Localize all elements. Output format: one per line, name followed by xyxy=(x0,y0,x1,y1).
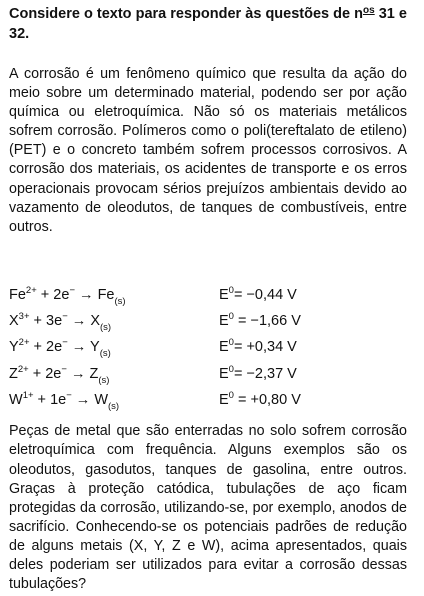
reduction-potentials-list xyxy=(9,285,407,416)
standard-potential: $E^0= +0,34$ V xyxy=(219,337,297,356)
header-text-start: Considere o texto para responder às questões de n xyxy=(9,6,363,22)
closing-paragraph: Peças de metal que são enterradas no solo sofrem corrosão eletroquímica com frequência. Alguns exemplos são os oleodutos, gasodutos, tanques de gasolina, entre outros. Graças à proteção catódica, tubulações de aço ficam protegidas da corrosão, utilizando-se, por exemplo, anodos de sacrifício. Conhecendo-se os potenciais padrões de redução de alguns metais (X, Y, Z e W), acima apresentados, quais deles poderiam ser utilizados para evitar a corrosão dessas tubulações? xyxy=(9,423,407,593)
half-reaction: $Fe^{2+} + 2e^- \to Fe_{(s)}$ xyxy=(9,284,126,307)
header-ordinal-superscript: os xyxy=(363,5,375,16)
reaction-row-w xyxy=(9,390,407,416)
question-header xyxy=(9,4,407,44)
header-text-end: 31 e 32. xyxy=(9,6,407,42)
standard-potential: $E^0= -2,37$ V xyxy=(219,363,297,382)
reaction-row-fe xyxy=(9,285,407,311)
reaction-row-z xyxy=(9,364,407,390)
standard-potential: $E^0 = +0,80$ V xyxy=(219,390,301,409)
reaction-row-y xyxy=(9,337,407,363)
half-reaction: $W^{1+} + 1e^- \to W_{(s)}$ xyxy=(9,390,120,413)
question-page xyxy=(9,4,407,594)
standard-potential: $E^0= -0,44$ V xyxy=(219,284,297,303)
intro-paragraph: A corrosão é um fenômeno químico que resulta da ação do meio sobre um determinado material, podendo ser por ação química ou eletroquímica. Não só os materiais metálicos sofrem corrosão. Polímeros como o poli(tereftalato de etileno) (PET) e o concreto também sofrem processos corrosivos. A corrosão dos materiais, os acidentes de transporte e os erros operacionais provocam sérios prejuízos ambientais devido ao vazamento de oleodutos, de tanques de combustíveis, entre outros. xyxy=(9,66,407,235)
standard-potential: $E^0 = -1,66$ V xyxy=(219,311,301,330)
half-reaction: $Y^{2+} + 2e^- \to Y_{(s)}$ xyxy=(9,337,111,360)
half-reaction: $X^{3+} + 3e^- \to X_{(s)}$ xyxy=(9,311,112,334)
half-reaction: $Z^{2+} + 2e^- \to Z_{(s)}$ xyxy=(9,363,110,386)
reaction-row-x xyxy=(9,311,407,337)
